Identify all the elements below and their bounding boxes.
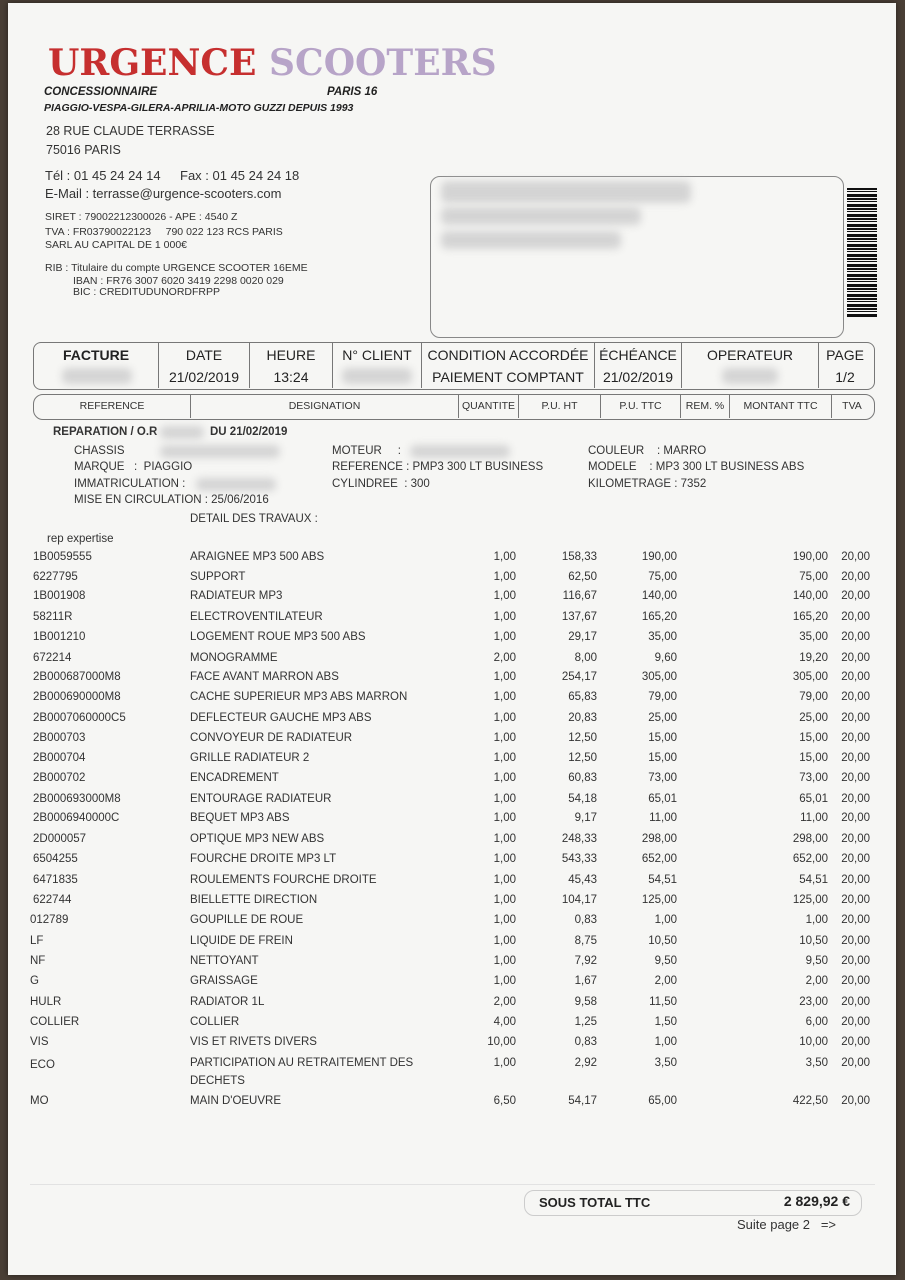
header-condition: CONDITION ACCORDÉE (427, 347, 589, 363)
table-row (0, 812, 905, 832)
line-tva: 20,00 (841, 1036, 870, 1048)
line-designation: ARAIGNEE MP3 500 ABS (190, 551, 325, 563)
table-row (0, 611, 905, 631)
line-designation: LIQUIDE DE FREIN (190, 935, 293, 947)
line-amount: 75,00 (799, 571, 828, 583)
line-reference: COLLIER (30, 1016, 80, 1028)
line-amount: 10,00 (799, 1036, 828, 1048)
line-reference: 2B0006940000C (33, 812, 120, 824)
modele: MODELE : MP3 300 LT BUSINESS ABS (588, 461, 805, 473)
table-row (0, 571, 905, 591)
header-echeance: ÉCHÉANCE (599, 347, 677, 363)
table-row (0, 752, 905, 772)
table-row (0, 874, 905, 894)
line-reference: NF (30, 955, 46, 967)
line-quantity: 1,00 (493, 671, 516, 683)
line-quantity: 6,50 (493, 1095, 516, 1107)
table-row (0, 955, 905, 975)
line-reference: ECO (30, 1059, 55, 1071)
line-unit-price-ht: 2,92 (574, 1057, 597, 1069)
line-designation: RADIATEUR MP3 (190, 590, 283, 602)
line-unit-price-ttc: 190,00 (641, 551, 677, 563)
line-tva: 20,00 (841, 671, 870, 683)
line-amount: 79,00 (799, 691, 828, 703)
line-quantity: 1,00 (493, 590, 516, 602)
line-amount: 1,00 (805, 914, 828, 926)
line-tva: 20,00 (841, 772, 870, 784)
table-row (0, 853, 905, 873)
line-unit-price-ht: 104,17 (561, 894, 597, 906)
line-unit-price-ttc: 2,00 (654, 975, 677, 987)
table-row (0, 551, 905, 571)
line-unit-price-ttc: 79,00 (648, 691, 677, 703)
couleur: COULEUR : MARRO (588, 445, 707, 457)
header-heure: HEURE (266, 347, 316, 363)
table-row (0, 833, 905, 853)
siret: SIRET : 79002212300026 - APE : 4540 Z (45, 211, 238, 223)
subtotal-label: SOUS TOTAL TTC (539, 1195, 651, 1210)
line-unit-price-ht: 158,33 (561, 551, 597, 563)
redacted-operator (722, 368, 778, 384)
line-designation: ENTOURAGE RADIATEUR (190, 793, 332, 805)
table-row (0, 793, 905, 813)
line-tva: 20,00 (841, 551, 870, 563)
line-amount: 298,00 (792, 833, 828, 845)
line-reference: 2B000690000M8 (33, 691, 121, 703)
header-date: DATE (185, 347, 223, 363)
line-tva: 20,00 (841, 793, 870, 805)
line-unit-price-ttc: 65,00 (648, 1095, 677, 1107)
line-unit-price-ht: 45,43 (568, 874, 597, 886)
line-designation: ENCADREMENT (190, 772, 279, 784)
line-quantity: 1,00 (493, 752, 516, 764)
line-reference: 672214 (33, 652, 72, 664)
line-quantity: 1,00 (493, 914, 516, 926)
repair-note: rep expertise (47, 533, 114, 545)
line-designation: COLLIER (190, 1016, 240, 1028)
line-unit-price-ttc: 65,01 (648, 793, 677, 805)
table-row (0, 935, 905, 955)
col-reference: REFERENCE (79, 400, 145, 412)
header-page: PAGE (826, 347, 864, 363)
line-quantity: 2,00 (493, 996, 516, 1008)
line-reference: VIS (30, 1036, 49, 1048)
line-reference: 1B001908 (33, 590, 86, 602)
line-designation: PARTICIPATION AU RETRAITEMENT DES (190, 1057, 414, 1069)
header-client: N° CLIENT (342, 347, 412, 363)
line-unit-price-ttc: 11,00 (649, 812, 677, 824)
line-reference: 2B0007060000C5 (33, 712, 126, 724)
line-designation: CONVOYEUR DE RADIATEUR (190, 732, 353, 744)
line-designation: GRAISSAGE (190, 975, 258, 987)
line-unit-price-ht: 29,17 (568, 631, 597, 643)
table-row (0, 732, 905, 752)
line-unit-price-ht: 254,17 (561, 671, 597, 683)
iban: IBAN : FR76 3007 6020 3419 2298 0020 029 (73, 275, 284, 287)
phone: Tél : 01 45 24 24 14 (45, 168, 161, 183)
line-unit-price-ttc: 54,51 (648, 874, 677, 886)
line-amount: 25,00 (799, 712, 828, 724)
line-designation: BIELLETTE DIRECTION (190, 894, 318, 906)
table-row (0, 914, 905, 934)
line-designation: GRILLE RADIATEUR 2 (190, 752, 310, 764)
chassis-label: CHASSIS (74, 445, 125, 457)
redacted-client-number (342, 368, 412, 384)
line-unit-price-ht: 65,83 (568, 691, 597, 703)
redacted-name (441, 181, 691, 203)
line-unit-price-ttc: 1,00 (654, 914, 677, 926)
line-unit-price-ttc: 15,00 (648, 732, 677, 744)
line-tva: 20,00 (841, 571, 870, 583)
repair-title: REPARATION / O.R (53, 426, 158, 438)
line-amount: 23,00 (799, 996, 828, 1008)
line-amount: 2,00 (805, 975, 828, 987)
repair-date: DU 21/02/2019 (210, 426, 288, 438)
immatriculation-label: IMMATRICULATION : (74, 478, 186, 490)
line-amount: 6,00 (805, 1016, 828, 1028)
line-unit-price-ttc: 298,00 (641, 833, 677, 845)
marque: MARQUE : PIAGGIO (74, 461, 193, 473)
kilometrage: KILOMETRAGE : 7352 (588, 478, 707, 490)
company-logo: URGENCE SCOOTERS (48, 42, 497, 84)
line-tva: 20,00 (841, 712, 870, 724)
line-unit-price-ht: 8,75 (574, 935, 597, 947)
line-unit-price-ht: 7,92 (574, 955, 597, 967)
line-reference: 622744 (33, 894, 72, 906)
redacted-or-number (160, 426, 204, 439)
line-unit-price-ht: 54,17 (568, 1095, 597, 1107)
line-amount: 3,50 (805, 1057, 828, 1069)
line-reference: 012789 (30, 914, 69, 926)
line-amount: 15,00 (799, 732, 828, 744)
line-designation: OPTIQUE MP3 NEW ABS (190, 833, 325, 845)
line-amount: 652,00 (792, 853, 828, 865)
line-quantity: 1,00 (493, 874, 516, 886)
line-quantity: 10,00 (487, 1036, 516, 1048)
address-line-1: 28 RUE CLAUDE TERRASSE (46, 124, 215, 138)
line-quantity: 1,00 (493, 853, 516, 865)
tva-number: TVA : FR03790022123 790 022 123 RCS PARIS (45, 226, 283, 238)
subtotal-value: 2 829,92 € (783, 1193, 850, 1209)
line-amount: 125,00 (792, 894, 828, 906)
line-quantity: 1,00 (493, 812, 516, 824)
line-reference: 2B000703 (33, 732, 86, 744)
line-amount: 65,01 (799, 793, 828, 805)
line-unit-price-ht: 1,67 (574, 975, 597, 987)
line-unit-price-ttc: 9,60 (654, 652, 677, 664)
line-quantity: 1,00 (493, 551, 516, 563)
redacted-moteur (410, 445, 510, 458)
invoice-due: 21/02/2019 (602, 369, 674, 385)
line-tva: 20,00 (841, 996, 870, 1008)
line-tva: 20,00 (841, 611, 870, 623)
table-row (0, 590, 905, 610)
moteur-label: MOTEUR : (332, 445, 401, 457)
line-unit-price-ht: 116,67 (562, 590, 597, 602)
line-designation: NETTOYANT (190, 955, 259, 967)
line-tva: 20,00 (841, 833, 870, 845)
line-designation-cont: DECHETS (190, 1075, 245, 1087)
line-reference: 2B000693000M8 (33, 793, 121, 805)
col-montant: MONTANT TTC (743, 400, 818, 412)
line-unit-price-ht: 62,50 (568, 571, 597, 583)
address-line-2: 75016 PARIS (46, 143, 121, 157)
col-tva: TVA (842, 400, 862, 412)
line-amount: 19,20 (799, 652, 828, 664)
line-reference: G (30, 975, 39, 987)
line-reference: 6471835 (33, 874, 78, 886)
line-unit-price-ttc: 75,00 (648, 571, 677, 583)
line-reference: 6504255 (33, 853, 78, 865)
line-designation: GOUPILLE DE ROUE (190, 914, 304, 926)
line-quantity: 1,00 (493, 894, 516, 906)
line-amount: 140,00 (792, 590, 828, 602)
line-unit-price-ht: 137,67 (561, 611, 597, 623)
fax: Fax : 01 45 24 24 18 (180, 168, 300, 183)
line-reference: 2D000057 (33, 833, 87, 845)
line-amount: 15,00 (799, 752, 828, 764)
line-reference: MO (30, 1095, 49, 1107)
line-unit-price-ttc: 125,00 (641, 894, 677, 906)
line-amount: 422,50 (792, 1095, 828, 1107)
capital: SARL AU CAPITAL DE 1 000€ (45, 239, 188, 251)
line-reference: 1B0059555 (33, 551, 92, 563)
line-designation: BEQUET MP3 ABS (190, 812, 290, 824)
next-page-note: Suite page 2 => (737, 1217, 837, 1232)
line-unit-price-ttc: 1,50 (654, 1016, 677, 1028)
line-unit-price-ht: 9,17 (574, 812, 597, 824)
line-tva: 20,00 (841, 935, 870, 947)
line-amount: 11,00 (800, 812, 828, 824)
line-unit-price-ttc: 15,00 (648, 752, 677, 764)
table-row (0, 652, 905, 672)
line-quantity: 2,00 (493, 652, 516, 664)
email: E-Mail : terrasse@urgence-scooters.com (45, 186, 282, 201)
line-amount: 305,00 (792, 671, 828, 683)
line-quantity: 1,00 (493, 571, 516, 583)
line-tva: 20,00 (841, 1057, 870, 1069)
line-unit-price-ttc: 165,20 (641, 611, 677, 623)
line-designation: FOURCHE DROITE MP3 LT (190, 853, 337, 865)
line-unit-price-ht: 0,83 (574, 914, 597, 926)
line-quantity: 1,00 (493, 611, 516, 623)
line-tva: 20,00 (841, 1016, 870, 1028)
line-designation: ROULEMENTS FOURCHE DROITE (190, 874, 377, 886)
line-quantity: 1,00 (493, 793, 516, 805)
line-unit-price-ht: 20,83 (568, 712, 597, 724)
table-row (0, 631, 905, 651)
line-unit-price-ttc: 73,00 (648, 772, 677, 784)
line-tva: 20,00 (841, 894, 870, 906)
line-reference: 58211R (33, 611, 73, 623)
line-unit-price-ttc: 652,00 (641, 853, 677, 865)
line-tva: 20,00 (841, 874, 870, 886)
line-tva: 20,00 (841, 812, 870, 824)
line-unit-price-ttc: 305,00 (641, 671, 677, 683)
col-quantite: QUANTITE (461, 400, 516, 412)
line-unit-price-ht: 0,83 (574, 1036, 597, 1048)
redacted-immat (196, 478, 276, 491)
line-amount: 9,50 (805, 955, 828, 967)
line-unit-price-ht: 8,00 (574, 652, 597, 664)
invoice-condition: PAIEMENT COMPTANT (432, 369, 584, 385)
line-designation: CACHE SUPERIEUR MP3 ABS MARRON (190, 691, 408, 703)
cylindree: CYLINDREE : 300 (332, 478, 430, 490)
line-unit-price-ttc: 1,00 (654, 1036, 677, 1048)
line-reference: 2B000687000M8 (33, 671, 121, 683)
line-unit-price-ttc: 11,50 (649, 996, 677, 1008)
invoice-date: 21/02/2019 (168, 369, 240, 385)
line-unit-price-ht: 9,58 (574, 996, 597, 1008)
line-designation: LOGEMENT ROUE MP3 500 ABS (190, 631, 366, 643)
line-unit-price-ht: 1,25 (574, 1016, 597, 1028)
line-unit-price-ht: 12,50 (568, 752, 597, 764)
bic: BIC : CREDITUDUNORDFRPP (73, 286, 221, 298)
line-tva: 20,00 (841, 631, 870, 643)
line-quantity: 1,00 (493, 975, 516, 987)
line-tva: 20,00 (841, 590, 870, 602)
line-unit-price-ht: 12,50 (568, 732, 597, 744)
line-tva: 20,00 (841, 732, 870, 744)
line-tva: 20,00 (841, 955, 870, 967)
line-unit-price-ttc: 140,00 (641, 590, 677, 602)
line-quantity: 1,00 (493, 1057, 516, 1069)
detail-travaux: DETAIL DES TRAVAUX : (190, 513, 318, 525)
line-tva: 20,00 (841, 652, 870, 664)
reference: REFERENCE : PMP3 300 LT BUSINESS (332, 461, 544, 473)
line-amount: 35,00 (799, 631, 828, 643)
table-row (0, 712, 905, 732)
table-row (0, 975, 905, 995)
table-row (0, 894, 905, 914)
header-facture: FACTURE (62, 347, 130, 363)
table-row (0, 772, 905, 792)
table-row (0, 1095, 905, 1115)
line-amount: 54,51 (799, 874, 828, 886)
line-reference: 2B000704 (33, 752, 86, 764)
invoice-page: 1/2 (835, 369, 855, 385)
redacted-chassis (160, 445, 280, 458)
line-unit-price-ttc: 25,00 (648, 712, 677, 724)
line-designation: MONOGRAMME (190, 652, 278, 664)
line-tva: 20,00 (841, 691, 870, 703)
line-designation: SUPPORT (190, 571, 246, 583)
tagline: CONCESSIONNAIRE (44, 86, 158, 98)
line-reference: 2B000702 (33, 772, 86, 784)
line-designation: DEFLECTEUR GAUCHE MP3 ABS (190, 712, 372, 724)
table-row (0, 1057, 905, 1087)
col-pu-ttc: P.U. TTC (619, 400, 662, 412)
line-amount: 73,00 (799, 772, 828, 784)
rib: RIB : Titulaire du compte URGENCE SCOOTER 16EME (45, 262, 308, 274)
line-reference: 6227795 (33, 571, 78, 583)
table-row (0, 1016, 905, 1036)
line-unit-price-ht: 54,18 (568, 793, 597, 805)
col-remise: REM. % (685, 400, 725, 412)
line-quantity: 1,00 (493, 772, 516, 784)
line-unit-price-ht: 543,33 (561, 853, 597, 865)
barcode (847, 188, 877, 318)
line-quantity: 1,00 (493, 631, 516, 643)
col-pu-ht: P.U. HT (541, 400, 578, 412)
line-reference: 1B001210 (33, 631, 86, 643)
table-row (0, 691, 905, 711)
line-designation: FACE AVANT MARRON ABS (190, 671, 339, 683)
line-designation: VIS ET RIVETS DIVERS (190, 1036, 317, 1048)
line-tva: 20,00 (841, 1095, 870, 1107)
line-unit-price-ttc: 9,50 (654, 955, 677, 967)
line-quantity: 1,00 (493, 712, 516, 724)
line-designation: ELECTROVENTILATEUR (190, 611, 323, 623)
table-row (0, 671, 905, 691)
table-row (0, 996, 905, 1016)
line-quantity: 1,00 (493, 955, 516, 967)
mise-en-circulation: MISE EN CIRCULATION : 25/06/2016 (74, 494, 269, 506)
line-amount: 165,20 (792, 611, 828, 623)
line-unit-price-ttc: 35,00 (648, 631, 677, 643)
line-amount: 190,00 (792, 551, 828, 563)
header-operateur: OPERATEUR (706, 347, 794, 363)
line-designation: MAIN D'OEUVRE (190, 1095, 282, 1107)
line-unit-price-ht: 248,33 (561, 833, 597, 845)
footer-divider (30, 1184, 875, 1185)
line-tva: 20,00 (841, 975, 870, 987)
table-row (0, 1036, 905, 1056)
line-tva: 20,00 (841, 914, 870, 926)
line-quantity: 1,00 (493, 833, 516, 845)
redacted-address (441, 207, 641, 225)
line-quantity: 1,00 (493, 935, 516, 947)
line-quantity: 1,00 (493, 691, 516, 703)
line-amount: 10,50 (799, 935, 828, 947)
line-unit-price-ttc: 10,50 (648, 935, 677, 947)
line-reference: HULR (30, 996, 62, 1008)
line-reference: LF (30, 935, 44, 947)
redacted-city (441, 231, 621, 249)
redacted-invoice-number (62, 368, 132, 384)
brands: PIAGGIO-VESPA-GILERA-APRILIA-MOTO GUZZI DEPUIS 1993 (44, 102, 354, 114)
line-designation: RADIATOR 1L (190, 996, 265, 1008)
invoice-time: 13:24 (273, 369, 309, 385)
line-tva: 20,00 (841, 853, 870, 865)
line-tva: 20,00 (841, 752, 870, 764)
line-unit-price-ht: 60,83 (568, 772, 597, 784)
line-unit-price-ttc: 3,50 (654, 1057, 677, 1069)
col-designation: DESIGNATION (288, 400, 361, 412)
location: PARIS 16 (327, 86, 378, 98)
line-quantity: 1,00 (493, 732, 516, 744)
customer-address-box (430, 176, 844, 338)
line-quantity: 4,00 (493, 1016, 516, 1028)
